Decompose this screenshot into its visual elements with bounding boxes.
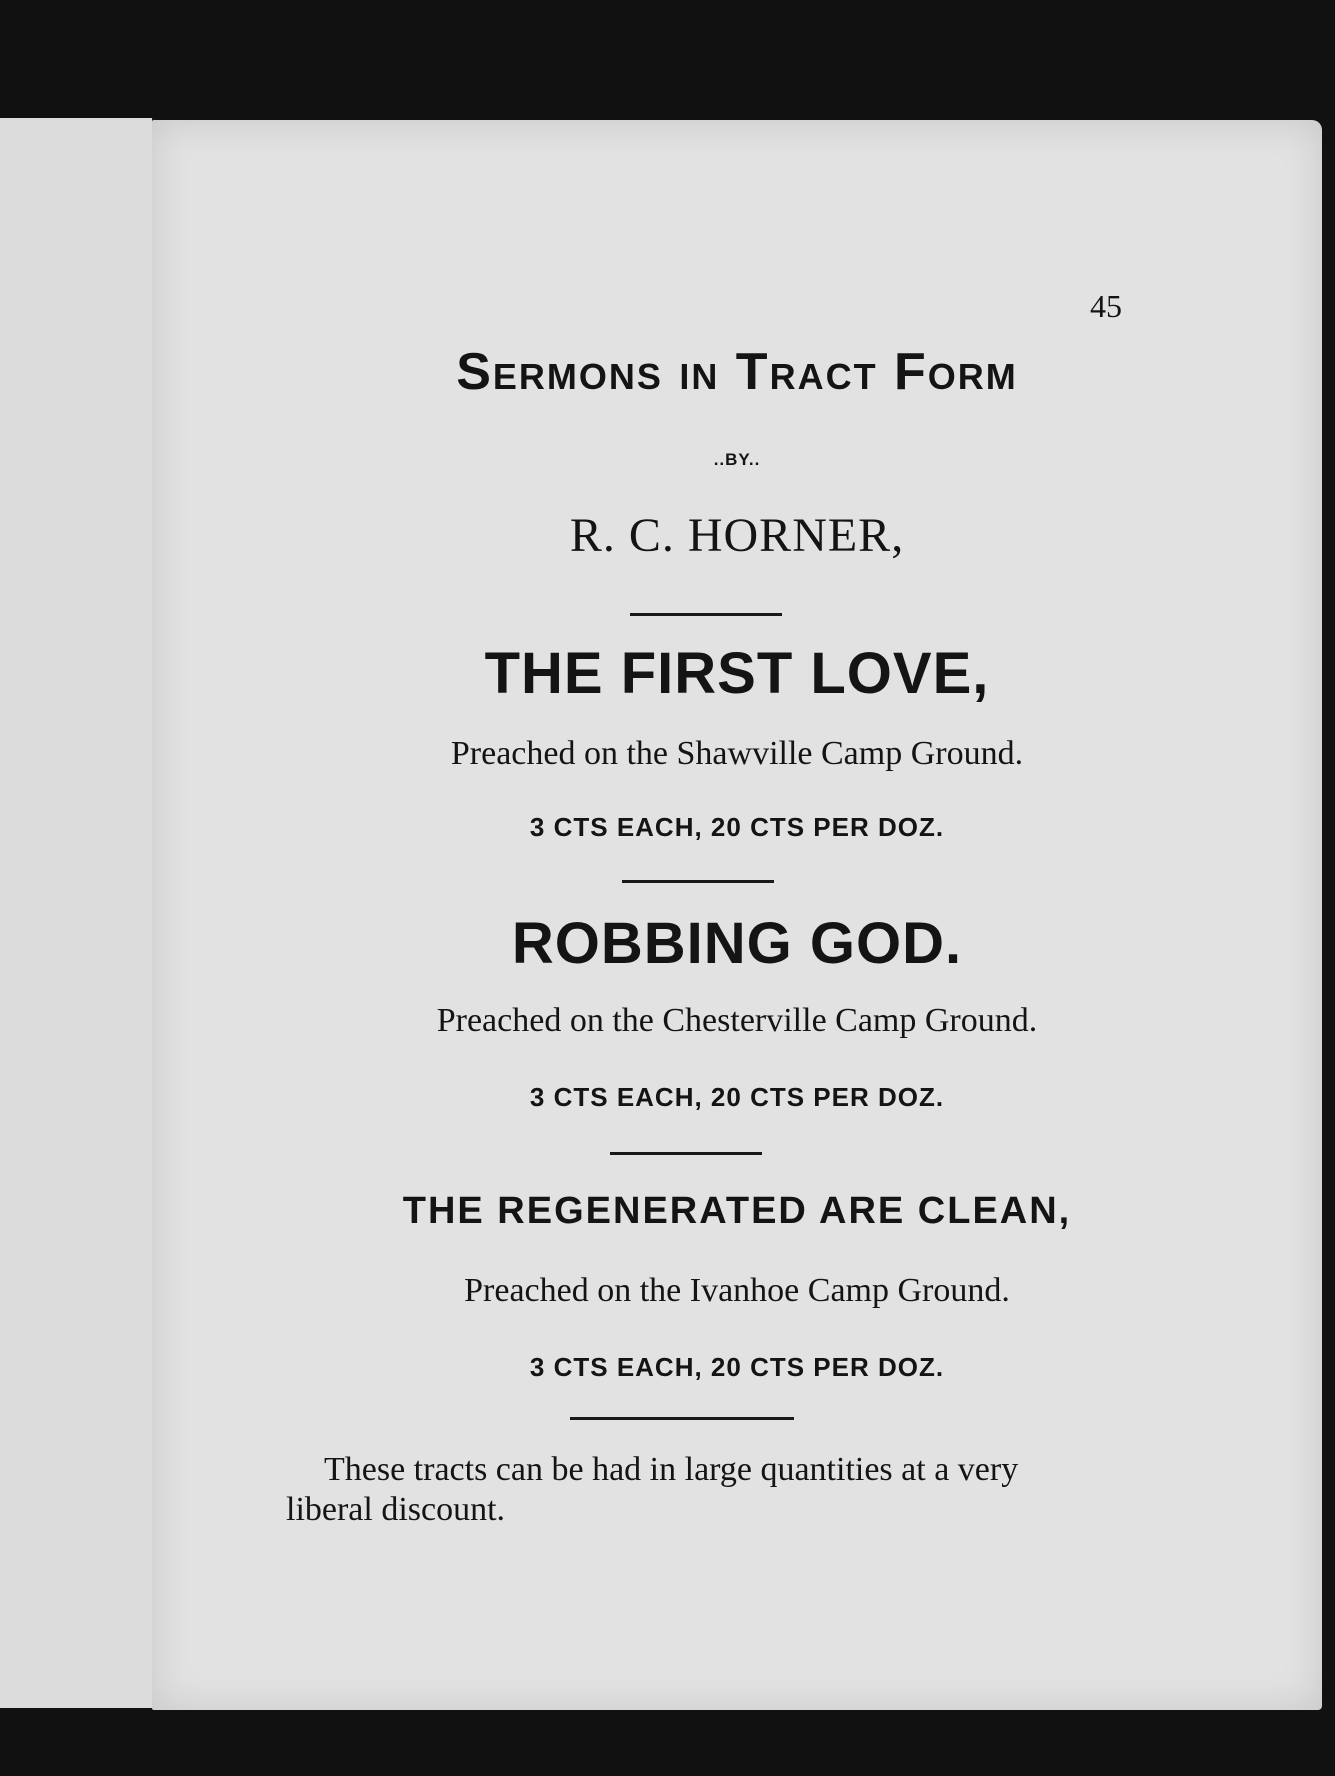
divider-rule [630, 613, 782, 616]
discount-note-text: These tracts can be had in large quantities at a very liberal discount. [286, 1451, 1019, 1528]
tract-price: 3 CTS EACH, 20 CTS PER DOZ. [529, 1352, 945, 1382]
tract-venue: Preached on the Shawville Camp Ground. [450, 735, 1024, 772]
book-page [152, 120, 1322, 1710]
tract-title-robbing-god: ROBBING GOD. [511, 911, 963, 976]
tract-venue: Preached on the Chesterville Camp Ground. [436, 1002, 1038, 1039]
divider-rule [570, 1417, 794, 1420]
book-spine [0, 118, 155, 1708]
tract-price: 3 CTS EACH, 20 CTS PER DOZ. [529, 1082, 945, 1112]
tract-price: 3 CTS EACH, 20 CTS PER DOZ. [529, 812, 945, 842]
tract-title-regenerated: THE REGENERATED ARE CLEAN, [402, 1190, 1072, 1232]
divider-rule [610, 1152, 762, 1155]
page-title: Sermons in Tract Form [456, 343, 1018, 401]
tract-venue: Preached on the Ivanhoe Camp Ground. [464, 1272, 1010, 1309]
page-number: 45 [1090, 288, 1122, 324]
divider-rule [622, 880, 774, 883]
author-name: R. C. HORNER, [569, 509, 905, 562]
tract-title-first-love: THE FIRST LOVE, [484, 641, 990, 706]
discount-note [286, 1450, 1106, 1530]
byline: ..BY.. [713, 450, 761, 469]
